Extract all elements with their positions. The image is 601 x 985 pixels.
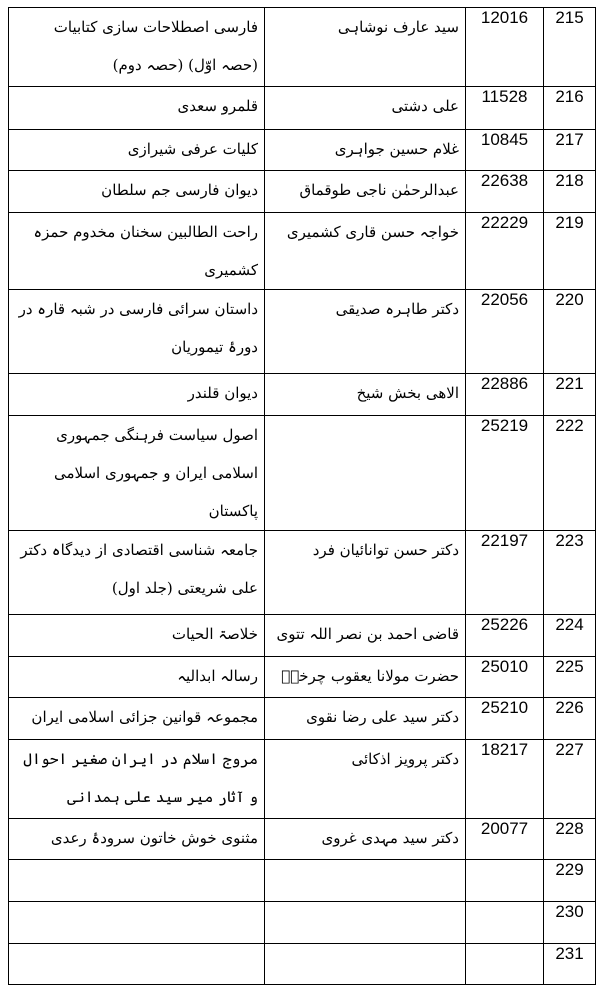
- author-cell: الاھی بخش شیخ: [265, 374, 466, 416]
- author-cell: غلام حسین جواہری: [265, 130, 466, 171]
- title-cell: مثنوی خوش خاتون سرودۂ رعدی: [9, 819, 265, 860]
- author-cell: علی دشتی: [265, 87, 466, 130]
- title-cell: فارسی اصطلاحات سازی کتابیات (حصہ اوّل) (حصہ دوم): [9, 8, 265, 87]
- accession-number-cell: [466, 944, 544, 985]
- table-row: [9, 416, 596, 531]
- accession-number-cell: [466, 902, 544, 944]
- table-row: [9, 902, 596, 944]
- accession-number-cell: 22229: [466, 213, 544, 290]
- accession-number-cell: 11528: [466, 87, 544, 130]
- table-row: [9, 819, 596, 860]
- author-cell: [265, 860, 466, 902]
- author-cell: دکتر حسن توانائیان فرد: [265, 531, 466, 615]
- accession-number-cell: 22638: [466, 171, 544, 213]
- title-cell: دیوان قلندر: [9, 374, 265, 416]
- serial-number-cell: 228: [544, 819, 596, 860]
- serial-number-cell: 221: [544, 374, 596, 416]
- catalog-body: [9, 8, 596, 985]
- accession-number-cell: 25219: [466, 416, 544, 531]
- title-cell: خلاصۃ الحیات: [9, 615, 265, 657]
- serial-number-cell: 217: [544, 130, 596, 171]
- title-cell: [9, 860, 265, 902]
- accession-number-cell: 12016: [466, 8, 544, 87]
- serial-number-cell: 219: [544, 213, 596, 290]
- author-cell: [265, 416, 466, 531]
- table-row: [9, 531, 596, 615]
- serial-number-cell: 216: [544, 87, 596, 130]
- serial-number-cell: 225: [544, 657, 596, 698]
- serial-number-cell: 222: [544, 416, 596, 531]
- title-cell: قلمرو سعدی: [9, 87, 265, 130]
- author-cell: [265, 944, 466, 985]
- author-cell: دکتر سید علی رضا نقوی: [265, 698, 466, 740]
- author-cell: دکتر سید مہدی غروی: [265, 819, 466, 860]
- table-row: [9, 740, 596, 819]
- accession-number-cell: 25010: [466, 657, 544, 698]
- serial-number-cell: 231: [544, 944, 596, 985]
- table-row: [9, 290, 596, 374]
- accession-number-cell: 25210: [466, 698, 544, 740]
- accession-number-cell: [466, 860, 544, 902]
- accession-number-cell: 20077: [466, 819, 544, 860]
- title-cell: داستان سرائی فارسی در شبہ قارہ در دورۂ تیموریان: [9, 290, 265, 374]
- accession-number-cell: 22197: [466, 531, 544, 615]
- title-cell: [9, 902, 265, 944]
- accession-number-cell: 10845: [466, 130, 544, 171]
- author-cell: حضرت مولانا یعقوب چرخیؒ: [265, 657, 466, 698]
- serial-number-cell: 229: [544, 860, 596, 902]
- title-cell: راحت الطالبین سخنان مخدوم حمزہ کشمیری: [9, 213, 265, 290]
- title-cell: [9, 944, 265, 985]
- title-cell: مجموعہ قوانین جزائی اسلامی ایران: [9, 698, 265, 740]
- table-row: [9, 171, 596, 213]
- author-cell: [265, 902, 466, 944]
- serial-number-cell: 223: [544, 531, 596, 615]
- title-cell: دیوان فارسی جم سلطان: [9, 171, 265, 213]
- table-row: [9, 615, 596, 657]
- author-cell: دکتر طاہرہ صدیقی: [265, 290, 466, 374]
- table-row: [9, 213, 596, 290]
- accession-number-cell: 25226: [466, 615, 544, 657]
- serial-number-cell: 215: [544, 8, 596, 87]
- serial-number-cell: 224: [544, 615, 596, 657]
- title-cell: مروج اسلام در ایران صغیر احوال و آثار میر سید علی ہمدانی: [9, 740, 265, 819]
- table-row: [9, 87, 596, 130]
- catalog-table: [8, 7, 596, 985]
- author-cell: سید عارف نوشاہی: [265, 8, 466, 87]
- table-row: [9, 944, 596, 985]
- author-cell: دکتر پرویز اذکائی: [265, 740, 466, 819]
- table-row: [9, 130, 596, 171]
- author-cell: قاضی احمد بن نصر اللہ تتوی: [265, 615, 466, 657]
- table-row: [9, 8, 596, 87]
- serial-number-cell: 226: [544, 698, 596, 740]
- serial-number-cell: 230: [544, 902, 596, 944]
- title-cell: کلیات عرفی شیرازی: [9, 130, 265, 171]
- table-row: [9, 657, 596, 698]
- table-row: [9, 860, 596, 902]
- accession-number-cell: 22056: [466, 290, 544, 374]
- table-row: [9, 374, 596, 416]
- serial-number-cell: 227: [544, 740, 596, 819]
- table-row: [9, 698, 596, 740]
- accession-number-cell: 22886: [466, 374, 544, 416]
- title-cell: اصول سیاست فرہنگی جمہوری اسلامی ایران و جمہوری اسلامی پاکستان: [9, 416, 265, 531]
- accession-number-cell: 18217: [466, 740, 544, 819]
- serial-number-cell: 220: [544, 290, 596, 374]
- author-cell: خواجہ حسن قاری کشمیری: [265, 213, 466, 290]
- title-cell: جامعہ شناسی اقتصادی از دیدگاہ دکتر علی شریعتی (جلد اول): [9, 531, 265, 615]
- title-cell: رسالہ ابدالیہ: [9, 657, 265, 698]
- author-cell: عبدالرحمٰن ناجی طوقماق: [265, 171, 466, 213]
- serial-number-cell: 218: [544, 171, 596, 213]
